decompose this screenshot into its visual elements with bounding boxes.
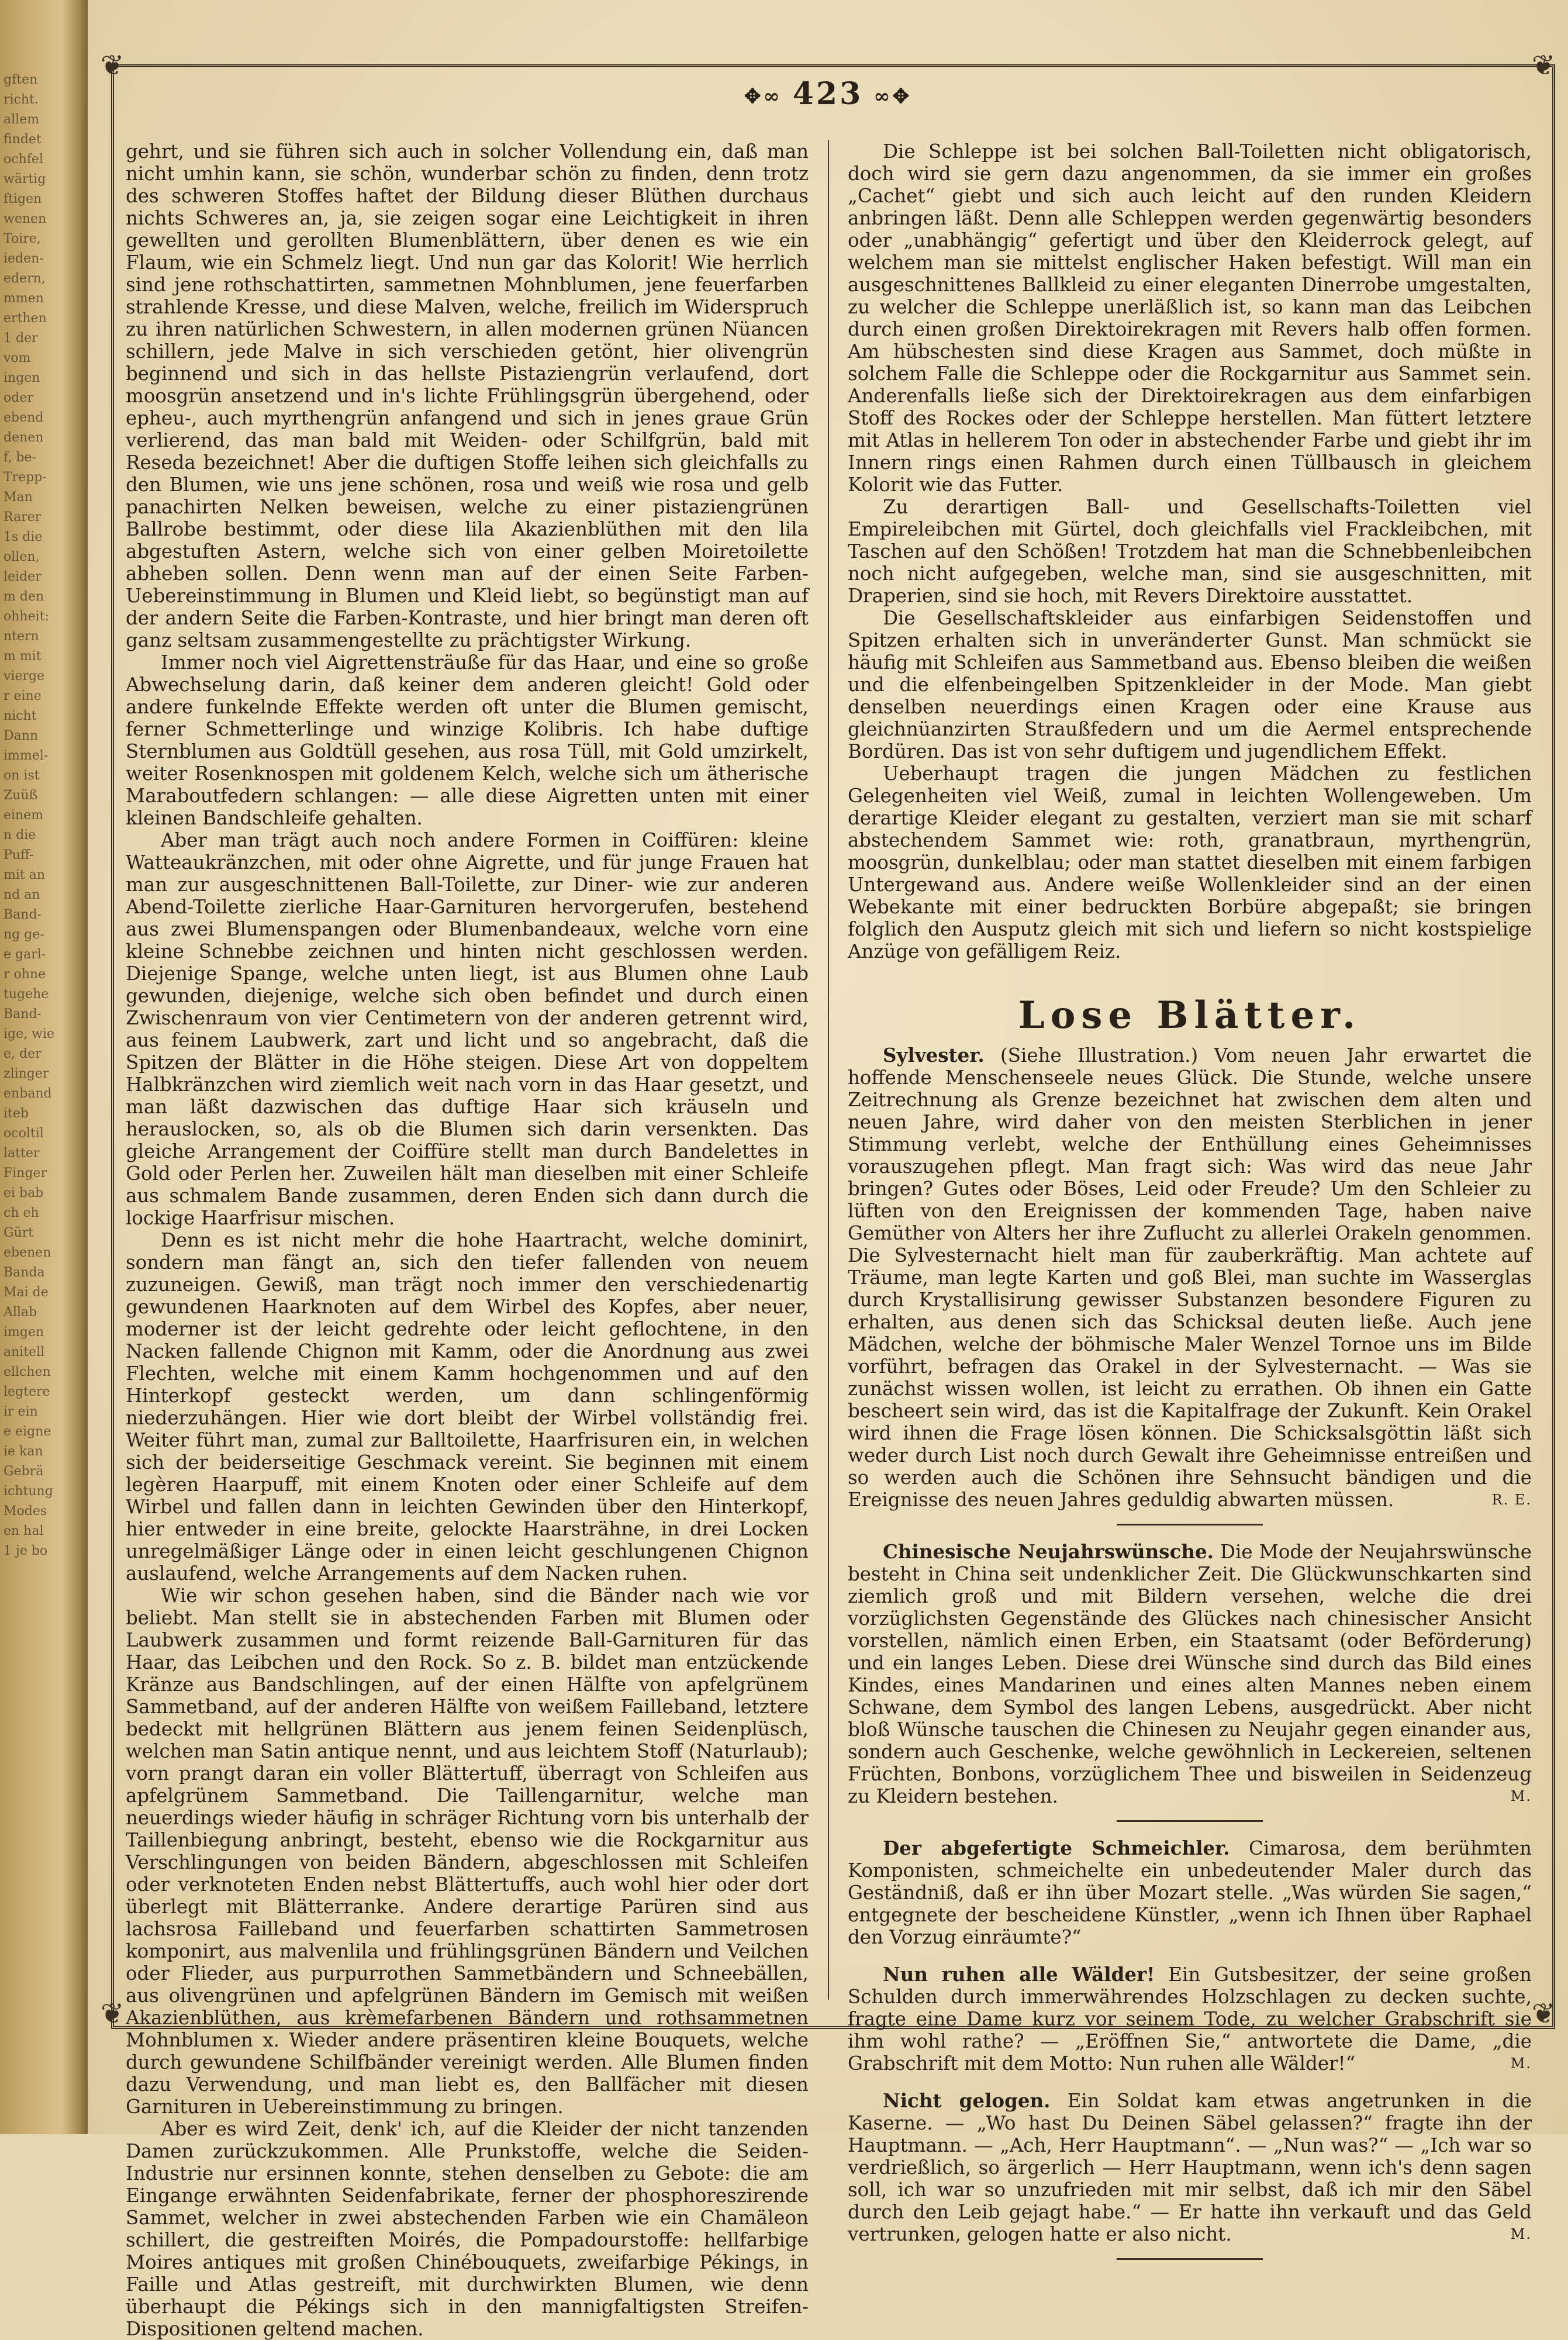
article-title: Nicht gelogen. [883, 2089, 1051, 2112]
adjacent-page-fragment: ftigen [4, 192, 42, 206]
adjacent-page-fragment: ocoltil [4, 1126, 44, 1141]
adjacent-page-fragment: Modes [4, 1504, 47, 1518]
article-body: (Siehe Illustration.) Vom neuen Jahr erwartet die hoffende Menschenseele neues Glück. Die Stunde, welche unsere Zeitrechnung als Grenze bezeichnet hat zwischen dem alten und neuen Jahre, wird daher von den meisten Sterblichen in jener Stimmung verlebt, welche der Enthüllung eines Geheimnisses vorauszugehen pflegt. Man fragt sich: Was wird das neue Jahr bringen? Gutes oder Böses, Leid oder Freude? Um den Schleier zu lüften von den Ereignissen der kommenden Tage, haben naive Gemüther von Alters her ihre Zuflucht zu allerlei Orakeln genommen. Die Sylvesternacht hielt man für zauberkräftig. Man achtete auf Träume, man legte Karten und goß Blei, man suchte im Wasserglas durch Krystallisirung gewisser Substanzen besondere Figuren zu erhalten, aus denen sich das Schicksal deuten ließe. Auch jene Mädchen, welche der böhmische Maler Wenzel Tornoe uns im Bilde vorführt, befragen das Orakel in der Sylvesternacht. — Was sie zunächst wissen wollen, ist leicht zu errathen. Ob ihnen ein Gatte bescheert sein wird, das ist die Kapitalfrage der Zukunft. Kein Orakel wird ihnen die Frage lösen können. Die Schicksalsgöttin läßt sich weder durch List noch durch Gewalt ihre Geheimnisse entreißen und so werden auch die Schönen ihre Sehnsucht bändigen und die Ereignisse des neuen Jahres geduldig abwarten müssen. [848, 1044, 1532, 1511]
adjacent-page-fragment: allem [4, 112, 40, 127]
paragraph: Aber es wird Zeit, denk' ich, auf die Kleider der nicht tanzenden Damen zurückzukommen. Alle Prunkstoffe, welche die Seiden-Industrie nur ersinnen konnte, stehen denselben zu Gebote: die am Eingange erwähnten Seidenfabrikate, ferner der phosphoreszirende Sammet, welcher in zwei abstechenden Farben wie ein Chamäleon schillert, die gestreiften Moirés, die Pompadourstoffe: hellfarbige Moires antiques mit großen Chinébouquets, zweifarbige Pékings, in Faille und Atlas gestreift, mit durchwirkten Blumen, wie denn überhaupt die Pékings sich in den mannigfaltigsten Streifen-Dispositionen geltend machen. [126, 2118, 809, 2340]
article-sylvester [848, 1044, 1532, 1526]
adjacent-page-fragment: ollen, [4, 550, 40, 564]
separator-rule [1117, 2258, 1263, 2260]
adjacent-page-fragment: vierge [4, 669, 45, 684]
adjacent-page-fragment: mit an [4, 868, 46, 882]
adjacent-page-fragment: ohheit: [4, 609, 49, 624]
adjacent-page-fragment: ebend [4, 410, 44, 425]
paragraph: gehrt, und sie führen sich auch in solcher Vollendung ein, daß man nicht umhin kann, sie schön, wunderbar schön zu finden, denn trotz des schweren Stoffes haftet der Bildung dieser Blüthen durchaus nichts Schweres an, ja, sie zeigen sogar eine Leichtigkeit in ihren gewellten und gerollten Blumenblättern, über denen es wie ein Flaum, wie ein Schmelz liegt. Und nun gar das Kolorit! Wie herrlich sind jene rothschattirten, sammetnen Mohnblumen, jene feuerfarben strahlende Kresse, und diese Malven, welche, freilich im Widerspruch zu ihren natürlichen Schwestern, in allen modernen grünen Nüancen schillern, jede Malve in sich verschieden getönt, hier olivengrün beginnend und sich in das hellste Pistaziengrün verlaufend, dort moosgrün ansetzend und in's lichte Frühlingsgrün übergehend, oder epheu-, auch myrthengrün anfangend und sich in jenes graue Grün verlierend, das man bald mit Weiden- oder Schilfgrün, bald mit Reseda bezeichnet! Aber die duftigen Stoffe leihen sich gleichfalls zu den Blumen, wie uns jene schönen, rosa und weiß wie rosa und gelb panachirten Nelken beweisen, welche zu einer pistaziengrünen Ballrobe bestimmt, oder diese lila Akazienblüthen mit den lila abgestuften Astern, welche sich von einer gelben Moiretoilette abheben sollen. Denn wenn man auf der einen Seite Farben-Uebereinstimmung in Blumen und Kleid liebt, so begünstigt man auf der andern Seite die Farben-Kontraste, und hier bringt man deren oft ganz seltsam zusammengestellte zu prächtigster Wirkung. [126, 140, 809, 651]
adjacent-page-fragment: ieden- [4, 251, 44, 266]
adjacent-page-fragments [4, 70, 55, 1561]
adjacent-page-fragment: f, be- [4, 450, 36, 465]
adjacent-page-fragment: Band- [4, 1007, 42, 1021]
adjacent-page-fragment: e, der [4, 1047, 42, 1061]
corner-ornament-icon: ❦ [1532, 1997, 1556, 2030]
paragraph: Immer noch viel Aigrettensträuße für das Haar, und eine so große Abwechselung darin, daß keiner dem anderen gleicht! Gold oder andere funkelnde Effekte werden oft unter die Blumen gemischt, ferner Schmetterlinge und winzige Kolibris. Ich habe duftige Sternblumen aus Goldtüll gesehen, aus rosa Tüll, mit Gold umzirkelt, weiter Rosenknospen mit goldenem Kelch, welche sich um ätherische Maraboutfedern schlangen: — alle diese Aigretten unten mit einer kleinen Bandschleife gehalten. [126, 651, 809, 829]
right-column [848, 140, 1532, 2245]
page-header [88, 76, 1568, 112]
adjacent-page-fragment: m mit [4, 649, 42, 664]
adjacent-page-fragment: iteb [4, 1106, 29, 1121]
adjacent-page-fragment: m den [4, 589, 44, 604]
adjacent-page-fragment: nicht [4, 709, 37, 723]
adjacent-page-fragment: ie kan [4, 1444, 43, 1459]
paragraph: Wie wir schon gesehen haben, sind die Bänder nach wie vor beliebt. Man stellt sie in abstechenden Farben mit Blumen oder Laubwerk zusammen und formt reizende Ball-Garnituren für das Haar, das Leibchen und den Rock. So z. B. bildet man entzückende Kränze aus Bandschlingen, auf der einen Hälfte von apfelgrünem Sammetband, auf der anderen Hälfte von weißem Failleband, letztere bedeckt mit hellgrünen Blättern aus jenem feinen Seidenplüsch, welchen man Satin antique nennt, und aus leichtem Stoff (Naturlaub); vorn prangt daran ein voller Blättertuff, überragt von Schleifen aus apfelgrünem Sammetband. Die Taillengarnitur, welche man neuerdings wieder häufig in schräger Richtung vorn bis unterhalb der Taillenbiegung anbringt, besteht, ebenso wie die Rockgarnitur aus Verschlingungen von beiden Bändern, abgeschlossen mit Schleifen oder verknoteten Enden nebst Blättertuffs, auch wohl hier oder dort überlegt mit Blätterranke. Andere derartige Parüren sind aus lachsrosa Failleband und feuerfarben schattirten Sammetrosen komponirt, aus malvenlila und frühlingsgrünen Bändern und Veilchen oder Flieder, aus purpurrothen Sammetbändern und Schneebällen, aus olivengrünen und apfelgrünen Bändern im Gemisch mit weißen Akazienblüthen, aus krèmefarbenen Bändern und rothsammetnen Mohnblumen x. Wieder andere präsentiren kleine Bouquets, welche durch gewundene Schilfbänder vereinigt werden. Alle Blumen finden dazu Verwendung, und man liebt es, den Ballfächer mit diesen Garnituren in Uebereinstimmung zu bringen. [126, 1585, 809, 2118]
adjacent-page-fragment: mmen [4, 291, 44, 306]
adjacent-page-fragment: vom [4, 351, 31, 365]
adjacent-page-fragment: ingen [4, 371, 40, 385]
adjacent-page-fragment: enband [4, 1086, 52, 1101]
paragraph: Denn es ist nicht mehr die hohe Haartracht, welche dominirt, sondern man fängt an, sich den tiefer fallenden von neuem zuzuneigen. Gewiß, man trägt noch immer den verschiedenartig gewundenen Haarknoten auf dem Wirbel des Kopfes, aber neuer, moderner ist der leicht gedrehte oder leicht geflochtene, in den Nacken fallende Chignon mit Kamm, oder die Anordnung aus zwei Flechten, welche mit einem Kamm hochgenommen und auf den Hinterkopf gesteckt werden, um dann schlingenförmig niederzuhängen. Hier wie dort bleibt der Wirbel vollständig frei. Weiter führt man, zumal zur Balltoilette, Haarfrisuren ein, in welchen sich der beiderseitige Geschmack vereint. Sie beginnen mit einem legèren Haarpuff, mit einem Knoten oder einer Schleife auf dem Wirbel und fallen dann in leichten Gewinden über den Hinterkopf, hier entweder in eine breite, gelockte Haarsträhne, in drei Locken unregelmäßiger Länge oder in einen leicht geschlungenen Chignon auslaufend, welche Arrangements auf dem Nacken ruhen. [126, 1229, 809, 1585]
corner-ornament-icon: ❦ [1532, 49, 1556, 82]
section-heading: Lose Blätter. [1018, 993, 1362, 1037]
adjacent-page-fragment: Gürt [4, 1226, 34, 1240]
adjacent-page-fragment: Dann [4, 729, 39, 743]
adjacent-page-fragment: erthen [4, 311, 47, 326]
adjacent-page-fragment: nd an [4, 888, 40, 902]
flourish-right-icon: ∞✥ [873, 84, 912, 108]
adjacent-page-fragment: leider [4, 570, 42, 584]
corner-ornament-icon: ❦ [101, 49, 125, 82]
adjacent-page-fragment: r ohne [4, 967, 46, 982]
adjacent-page-fragment: e garl- [4, 947, 46, 962]
adjacent-page-fragment: Banda [4, 1265, 45, 1280]
adjacent-page-fragment: legtere [4, 1385, 50, 1399]
article-chinesische-neujahrswuensche [848, 1541, 1532, 1822]
adjacent-page-fragment: ir ein [4, 1404, 38, 1419]
adjacent-page-fragment: Puff- [4, 848, 34, 862]
article-signature: M. [1510, 2055, 1532, 2072]
adjacent-page-fragment: Allab [4, 1305, 37, 1320]
adjacent-page-fragment: immel- [4, 748, 49, 763]
article-title: Der abgefertigte Schmeichler. [883, 1837, 1230, 1859]
adjacent-page-fragment: 1s die [4, 530, 43, 544]
adjacent-page-fragment: Man [4, 490, 33, 505]
adjacent-page-fragment: r eine [4, 689, 42, 703]
separator-rule [1117, 1820, 1263, 1822]
paragraph: Zu derartigen Ball- und Gesellschafts-Toiletten viel Empireleibchen mit Gürtel, doch gleichfalls viel Frackleibchen, mit Taschen auf den Schößen! Trotzdem hat man die Schnebbenleibchen noch nicht aufgegeben, welche man, sind sie ausgeschnitten, mit Draperien, sind sie hoch, mit Revers Direktoire ausstattet. [848, 496, 1532, 607]
adjacent-page-fragment: 1 je bo [4, 1544, 48, 1558]
paragraph: Ueberhaupt tragen die jungen Mädchen zu festlichen Gelegenheiten viel Weiß, zumal in leichten Wollengeweben. Um derartige Kleider elegant zu gestalten, verziert man sie mit scharf abstechendem Sammet wie: roth, granatbraun, myrthengrün, moosgrün, dunkelblau; oder man stattet dieselben mit einem farbigen Untergewand aus. Andere weiße Wollenkleider sind an der einen Webekante mit einer bedruckten Borbüre abgepaßt; sie bringen folglich den Ausputz gleich mit sich und liefern so nicht kostspielige Anzüge von gefälligem Reiz. [848, 762, 1532, 962]
adjacent-page-fragment: Finger [4, 1166, 47, 1181]
paragraph: Aber man trägt auch noch andere Formen in Coiffüren: kleine Watteaukränzchen, mit oder ohne Aigrette, und für junge Frauen hat man zur ausgeschnittenen Ball-Toilette, zur Diner- wie zur anderen Abend-Toilette zierliche Haar-Garnituren hervorgerufen, bestehend aus zwei Blumenspangen oder Blumenbandeaux, welche vorn eine kleine Schnebbe zeichnen und hinten nicht geschlossen werden. Diejenige Spange, welche unten liegt, ist aus Blumen ohne Laub gewunden, diejenige, welche sich oben befindet und durch einen Zwischenraum von vier Centimetern von der anderen getrennt wird, aus feinem Laubwerk, zart und licht und so angebracht, daß die Spitzen der Blätter in die Höhe steigen. Diese Art von doppeltem Halbkränzchen wird ziemlich weit nach vorn in das Haar gesetzt, und man läßt dazwischen das duftige Haar sich kräuseln und herauslocken, so, als ob die Blumen sich darin versenkten. Das gleiche Arrangement der Coiffüre stellt man durch Bandelettes in Gold oder Perlen her. Zuweilen hält man dieselben mit einer Schleife aus schmalem Bande zusammen, deren Enden sich dann durch die lockige Haarfrisur mischen. [126, 829, 809, 1229]
adjacent-page-fragment: e eigne [4, 1424, 51, 1439]
adjacent-page-fragment: gften [4, 73, 38, 87]
adjacent-page-fragment: oder [4, 391, 33, 405]
adjacent-page-fragment: anitell [4, 1345, 45, 1359]
adjacent-page-fragment: Rarer [4, 510, 42, 524]
adjacent-page-fragment: ellchen [4, 1365, 51, 1379]
adjacent-page-fragment: Gebrä [4, 1464, 44, 1479]
adjacent-page-fragment: richt. [4, 92, 39, 107]
adjacent-page-fragment: ochfel [4, 152, 43, 167]
adjacent-page-fragment: wärtig [4, 172, 46, 187]
article-body: Ein Gutsbesitzer, der seine großen Schulden durch immerwährendes Holzschlagen zu decken suchte, fragte eine Dame kurz vor seinem Tode, zu welcher Grabschrift sie ihm wohl rathe? — „Eröffnen Sie,“ antwortete die Dame, „die Grabschrift mit dem Motto: Nun ruhen alle Wälder!“ [848, 1963, 1532, 2075]
adjacent-page-fragment: ntern [4, 629, 39, 644]
adjacent-page-fragment: Toire, [4, 232, 41, 246]
article-body: Ein Soldat kam etwas angetrunken in die Kaserne. — „Wo hast Du Deinen Säbel gelassen?“ fragte ihn der Hauptmann. — „Ach, Herr Hauptmann“. — „Nun was?“ — „Ich war so verdrießlich, so ärgerlich — Herr Hauptmann, wenn ich's denn sagen soll, ich war so unzufrieden mit mir selbst, daß ich mir den Säbel durch den Leib gejagt habe.“ — Er hatte ihn verkauft und das Geld vertrunken, gelogen hatte er also nicht. [848, 2090, 1532, 2245]
corner-ornament-icon: ❦ [101, 1997, 125, 2030]
adjacent-page-fragment: Band- [4, 907, 42, 922]
adjacent-page-fragment: Zuüß [4, 788, 38, 803]
adjacent-page-fragment: tugehe [4, 987, 49, 1002]
article-signature: M. [1510, 1788, 1532, 1804]
article-title: Chinesische Neujahrswünsche. [883, 1540, 1214, 1563]
adjacent-page-fragment: findet [4, 132, 42, 147]
adjacent-page-fragment: ige, wie [4, 1027, 55, 1041]
separator-rule [1117, 1524, 1263, 1526]
adjacent-page-fragment: denen [4, 430, 44, 445]
adjacent-page-fragment: einem [4, 808, 44, 823]
adjacent-page-fragment: zlinger [4, 1067, 49, 1081]
adjacent-page-fragment: 1 der [4, 331, 38, 346]
article-body: Die Mode der Neujahrswünsche besteht in China seit undenklicher Zeit. Die Glückwunschkarten sind ziemlich groß und mit Bildern versehen, welche die drei vorzüglichsten Gegenstände des Glückes nach chinesischer Ansicht vorstellen, nämlich einen Erben, ein Staatsamt (oder Beförderung) und ein langes Leben. Diese drei Wünsche sind durch das Bild eines Kindes, eines Mandarinen und eines alten Mannes neben einem Schwane, dem Symbol des langen Lebens, ausgedrückt. Aber nicht bloß Wünsche tauschen die Chinesen zu Neujahr gegen einander aus, sondern auch Geschenke, welche gewöhnlich in Leckereien, seltenen Früchten, Bonbons, vorzüglichem Thee und bisweilen in Seidenzeug zu Kleidern bestehen. [848, 1541, 1532, 1807]
adjacent-page-fragment: on ist [4, 768, 40, 783]
adjacent-page-fragment: ebenen [4, 1245, 51, 1260]
adjacent-page-fragment: imgen [4, 1325, 44, 1340]
adjacent-page-fragment: ichtung [4, 1484, 53, 1499]
adjacent-page-fragment: ch eh [4, 1206, 39, 1220]
adjacent-page-fragment: ng ge- [4, 927, 44, 942]
article-nicht-gelogen [848, 2090, 1532, 2260]
article-schmeichler [848, 1837, 1532, 1948]
adjacent-page-edge [0, 0, 88, 2134]
adjacent-page-fragment: latter [4, 1146, 40, 1161]
adjacent-page-fragment: ei bab [4, 1186, 44, 1200]
article-nun-ruhen [848, 1963, 1532, 2075]
adjacent-page-fragment: en hal [4, 1524, 44, 1538]
adjacent-page-fragment: wenen [4, 212, 47, 226]
left-column [126, 140, 809, 2340]
flourish-left-icon: ✥∞ [744, 84, 782, 108]
article-signature: M. [1510, 2226, 1532, 2242]
adjacent-page-fragment: n die [4, 828, 36, 843]
paragraph: Die Schleppe ist bei solchen Ball-Toiletten nicht obligatorisch, doch wird sie gern dazu angenommen, da sie immer ein großes „Cachet“ giebt und sich auch leicht auf den runden Kleidern anbringen läßt. Denn alle Schleppen werden gegenwärtig besonders oder „unabhängig“ gefertigt und über den Kleiderrock gelegt, auf welchem man sie mittelst englischer Haken befestigt. Will man ein ausgeschnittenes Ballkleid zu einer eleganten Dinerrobe umgestalten, zu welcher die Schleppe unerläßlich ist, so kann man das Leibchen durch einen großen Direktoirekragen mit Revers halb offen formen. Am hübschesten sind diese Kragen aus Sammet, doch müßte in solchem Falle die Schleppe oder die Rockgarnitur aus Sammet sein. Anderenfalls ließe sich der Direktoirekragen aus dem einfarbigen Stoff des Rockes oder der Schleppe herstellen. Man füttert letztere mit Atlas in hellerem Ton oder in abstechender Farbe und giebt ihr im Innern rings einen Rahmen durch einen Tüllbausch in gleichem Kolorit wie das Futter. [848, 140, 1532, 496]
article-title: Sylvester. [883, 1044, 985, 1067]
article-title: Nun ruhen alle Wälder! [883, 1963, 1155, 1986]
article-body: Cimarosa, dem berühmten Komponisten, schmeichelte ein unbedeutender Maler durch das Geständniß, daß er ihn über Mozart stelle. „Was würden Sie sagen,“ entgegnete der bescheidene Künstler, „wenn ich Ihnen über Raphael den Vorzug einräumte?“ [848, 1837, 1532, 1948]
column-divider [828, 140, 829, 2000]
adjacent-page-fragment: Mai de [4, 1285, 49, 1300]
adjacent-page-fragment: Trepp- [4, 470, 47, 485]
paragraph: Die Gesellschaftskleider aus einfarbigen Seidenstoffen und Spitzen erhalten sich in unveränderter Gunst. Man schmückt sie häufig mit Schleifen aus Sammetband aus. Ebenso bleiben die weißen und die elfenbeingelben Spitzenkleider in der Mode. Man giebt denselben neuerdings einen Kragen oder eine Krause aus gleichnüanzirten Straußfedern und um die Aermel entsprechende Bordüren. Das ist von sehr duftigem und jugendlichem Effekt. [848, 607, 1532, 762]
article-signature: R. E. [1491, 1492, 1532, 1508]
adjacent-page-fragment: edern, [4, 271, 46, 286]
page-number: 423 [792, 76, 864, 112]
page [88, 0, 1568, 2340]
